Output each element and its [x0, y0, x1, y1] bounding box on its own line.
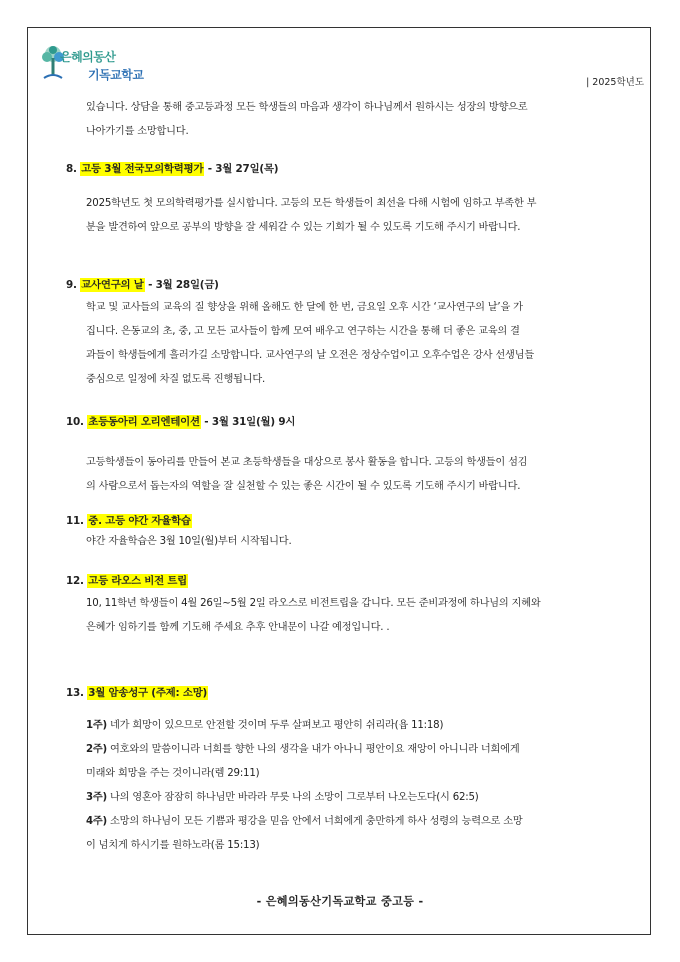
- intro-line-1: 있습니다. 상담을 통해 중고등과정 모든 학생들의 마음과 생각이 하나님께서 원하시는 성장의 방향으로: [86, 102, 528, 113]
- school-logo: [40, 44, 150, 88]
- verse-label: 2주): [86, 744, 107, 755]
- school-year: | 2025학년도: [586, 77, 644, 88]
- verse-text: 소망의 하나님이 모든 기쁨과 평강을 믿음 안에서 너희에게 충만하게 하사 성령의 능력으로 소망: [107, 816, 523, 827]
- item-9-line-2: 집니다. 은동교의 초, 중, 고 모든 교사들이 함께 모여 배우고 연구하는 시간을 통해 더 좋은 교육의 결: [86, 326, 520, 337]
- item-11-line-1: 야간 자율학습은 3월 10일(월)부터 시작됩니다.: [86, 536, 292, 547]
- item-12-line-2: 은혜가 임하기를 함께 기도해 주세요 추후 안내문이 나갈 예정입니다. .: [86, 622, 390, 633]
- verse-week-4-line-1: [86, 810, 523, 834]
- verse-week-3: [86, 786, 479, 810]
- verse-week-2-line-1: [86, 738, 519, 762]
- item-9-line-3: 과들이 학생들에게 흘러가길 소망합니다. 교사연구의 날 오전은 정상수업이고 오후수업은 강사 선생님들: [86, 350, 534, 361]
- item-12-heading: [66, 572, 188, 587]
- verse-label: 1주): [86, 720, 107, 731]
- intro-line-2: 나아가기를 소망합니다.: [86, 126, 189, 137]
- item-9-line-4: 중심으로 일정에 차질 없도록 진행됩니다.: [86, 374, 266, 385]
- item-11-heading: [66, 512, 192, 527]
- verse-text: 여호와의 말씀이니라 너희를 향한 나의 생각을 내가 아나니 평안이요 재앙이 아니니라 너희에게: [107, 744, 520, 755]
- item-title: 초등동아리 오리엔테이션: [88, 416, 200, 428]
- item-title: 고등 3월 전국모의학력평가: [81, 163, 204, 175]
- item-10-line-2: 의 사람으로서 돕는자의 역할을 잘 실천할 수 있는 좋은 시간이 될 수 있도록 기도해 주시기 바랍니다.: [86, 481, 521, 492]
- verse-label: 4주): [86, 816, 107, 827]
- item-number: 13.: [66, 687, 84, 699]
- verse-week-1: [86, 714, 443, 738]
- item-date: - 3월 31일(월) 9시: [200, 416, 296, 428]
- item-date: - 3월 28일(금): [144, 279, 219, 291]
- item-8-heading: [66, 160, 278, 175]
- item-8-line-2: 분을 발견하여 앞으로 공부의 방향을 잘 세워갈 수 있는 기회가 될 수 있도록 기도해 주시기 바랍니다.: [86, 222, 521, 233]
- school-footer: - 은혜의동산기독교학교 중고등 -: [256, 895, 424, 908]
- item-9-heading: [66, 276, 219, 291]
- logo-text-top: 은혜의동산: [60, 50, 116, 64]
- item-title: 중. 고등 야간 자율학습: [88, 515, 191, 527]
- item-number: 12.: [66, 575, 84, 587]
- item-number: 9.: [66, 279, 77, 291]
- item-title: 3월 암송성구 (주제: 소망): [88, 687, 208, 699]
- item-13-heading: [66, 684, 208, 699]
- item-number: 8.: [66, 163, 77, 175]
- verse-week-2-line-2: 미래와 희망을 주는 것이니라(렘 29:11): [86, 768, 260, 779]
- item-number: 10.: [66, 416, 84, 428]
- item-8-line-1: 2025학년도 첫 모의학력평가를 실시합니다. 고등의 모든 학생들이 최선을 다해 시험에 임하고 부족한 부: [86, 198, 537, 209]
- item-10-line-1: 고등학생들이 동아리를 만들어 본교 초등학생들을 대상으로 봉사 활동을 합니다. 고등의 학생들이 섬김: [86, 457, 528, 468]
- logo-text-bottom: 기독교학교: [88, 68, 144, 82]
- item-9-line-1: 학교 및 교사들의 교육의 질 향상을 위해 올해도 한 달에 한 번, 금요일 오후 시간 ‘교사연구의 날’을 가: [86, 302, 523, 313]
- item-number: 11.: [66, 515, 84, 527]
- verse-week-4-line-2: 이 넘치게 하시기를 원하노라(롬 15:13): [86, 840, 260, 851]
- item-title: 교사연구의 날: [81, 279, 144, 291]
- item-10-heading: [66, 413, 295, 428]
- verse-text: 나의 영혼아 잠잠히 하나님만 바라라 무릇 나의 소망이 그로부터 나오는도다(시 62:5): [107, 792, 479, 803]
- item-date: - 3월 27일(목): [204, 163, 279, 175]
- verse-text: 네가 희망이 있으므로 안전할 것이며 두루 살펴보고 평안히 쉬리라(욥 11:18): [107, 720, 444, 731]
- item-title: 고등 라오스 비전 트립: [88, 575, 188, 587]
- item-12-line-1: 10, 11학년 학생들이 4월 26일~5월 2일 라오스로 비전트립을 갑니다. 모든 준비과정에 하나님의 지혜와: [86, 598, 541, 609]
- verse-label: 3주): [86, 792, 107, 803]
